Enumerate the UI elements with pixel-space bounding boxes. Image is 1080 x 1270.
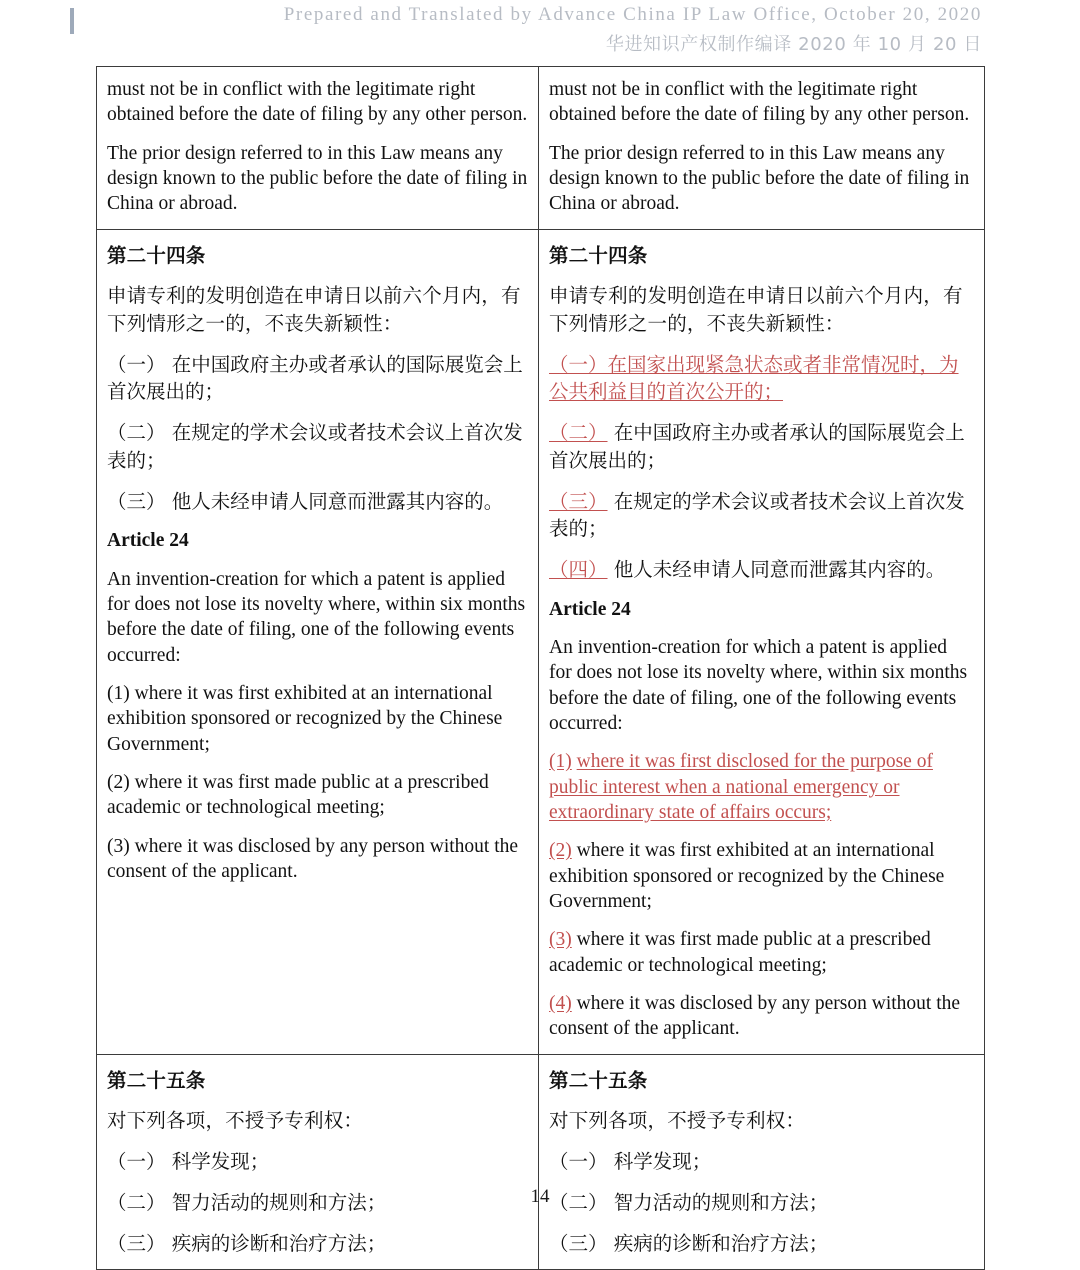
item-text: where it was first made public at a prescribed academic or technological meeting; <box>549 929 931 976</box>
item-text: 疾病的诊断和治疗方法； <box>613 1231 829 1255</box>
item-cn-new-3 <box>549 1230 974 1258</box>
cell-new-article-23-tail <box>539 67 985 230</box>
item-text: where it was first exhibited at an international exhibition sponsored or recognized by the Chinese Government; <box>107 682 503 755</box>
item-text: 科学发现； <box>613 1150 712 1174</box>
item-marker: （二） <box>107 421 166 445</box>
item-cn-old-1 <box>107 1148 528 1176</box>
item-en-new-1 <box>549 749 974 825</box>
item-en-old-2 <box>107 770 528 821</box>
table-row-article-24 <box>97 229 985 1054</box>
cell-old-article-24 <box>97 229 539 1054</box>
item-text: 他人未经申请人同意而泄露其内容的。 <box>613 557 946 581</box>
item-text: where it was first exhibited at an international exhibition sponsored or recognized by the Chinese Government; <box>549 840 945 913</box>
item-text: 在规定的学术会议或者技术会议上首次发表的； <box>549 489 965 541</box>
page-header <box>0 0 1080 58</box>
item-marker: （四） <box>549 557 608 581</box>
cell-old-article-23-tail <box>97 67 539 230</box>
paragraph-old-1: The prior design referred to in this Law means any design known to the public before the date of filing in China or abroad. <box>107 142 528 215</box>
page-number: 14 <box>530 1186 550 1207</box>
header-chinese-line: 华进知识产权制作编译 2020 年 10 月 20 日 <box>605 34 982 55</box>
item-text: 智力活动的规则和方法； <box>171 1190 387 1214</box>
item-marker: （三） <box>107 489 166 513</box>
item-cn-new-3 <box>549 488 974 543</box>
item-text: where it was first disclosed for the purpose of public interest when a national emergency or extraordinary state of affairs occurs; <box>549 751 933 823</box>
item-marker: （二） <box>549 1190 608 1214</box>
item-text: where it was first made public at a prescribed academic or technological meeting; <box>107 771 489 819</box>
item-text: where it was disclosed by any person without the consent of the applicant. <box>107 835 519 882</box>
item-text: 他人未经申请人同意而泄露其内容的。 <box>171 489 504 513</box>
item-en-old-1 <box>107 681 528 757</box>
paragraph-new-0: must not be in conflict with the legitimate right obtained before the date of filing by any other person. <box>549 79 970 126</box>
cell-new-article-25 <box>539 1054 985 1269</box>
article-title-en-old: Article 24 <box>107 530 189 552</box>
article-lead-en-new: An invention-creation for which a patent is applied for does not lose its novelty where, within six months before the date of filing, one of the following events occurred: <box>549 636 968 734</box>
header-english-line: Prepared and Translated by Advance China IP Law Office, October 20, 2020 <box>283 4 982 25</box>
item-cn-new-1 <box>549 1148 974 1176</box>
item-marker: (4) <box>549 993 572 1015</box>
item-text: 科学发现； <box>171 1150 270 1174</box>
article-lead-en-old: An invention-creation for which a patent is applied for does not lose its novelty where, within six months before the date of filing, one of the following events occurred: <box>107 568 526 666</box>
item-en-new-2 <box>549 838 974 914</box>
article-title-cn-old: 第二十四条 <box>107 243 206 267</box>
law-comparison-table <box>96 66 985 1270</box>
article-lead-cn-old: 申请专利的发明创造在申请日以前六个月内，有下列情形之一的，不丧失新颖性： <box>107 284 521 336</box>
item-cn-new-4 <box>549 556 974 584</box>
article-lead-cn-new: 对下列各项，不授予专利权： <box>549 1109 806 1133</box>
item-text: where it was disclosed by any person without the consent of the applicant. <box>549 993 961 1040</box>
article-lead-cn-old: 对下列各项，不授予专利权： <box>107 1109 364 1133</box>
item-marker: (3) <box>549 929 572 951</box>
item-marker: (1) <box>107 682 130 704</box>
item-marker: （一） <box>549 352 608 376</box>
item-text: 在国家出现紧急状态或者非常情况时，为公共利益目的首次公开的； <box>549 352 959 404</box>
item-marker: （三） <box>549 1231 608 1255</box>
article-title-cn-new: 第二十四条 <box>549 243 648 267</box>
item-text: 智力活动的规则和方法； <box>613 1190 829 1214</box>
item-marker: (2) <box>107 771 130 793</box>
article-lead-cn-new: 申请专利的发明创造在申请日以前六个月内，有下列情形之一的，不丧失新颖性： <box>549 284 963 336</box>
item-marker: (3) <box>107 835 130 857</box>
item-marker: （一） <box>549 1150 608 1174</box>
item-en-new-4 <box>549 991 974 1042</box>
item-text: 在中国政府主办或者承认的国际展览会上首次展出的； <box>107 352 523 404</box>
paragraph-new-1: The prior design referred to in this Law means any design known to the public before the date of filing in China or abroad. <box>549 142 970 215</box>
table-row-article-25 <box>97 1054 985 1269</box>
item-marker: （二） <box>549 421 608 445</box>
item-marker: （一） <box>107 352 166 376</box>
item-text: 在中国政府主办或者承认的国际展览会上首次展出的； <box>549 421 965 472</box>
article-title-cn-old: 第二十五条 <box>107 1068 206 1092</box>
item-marker: （三） <box>549 489 608 513</box>
item-marker: （三） <box>107 1231 166 1255</box>
item-marker: (2) <box>549 840 572 862</box>
article-title-cn-new: 第二十五条 <box>549 1068 648 1092</box>
item-cn-old-1 <box>107 351 528 406</box>
item-text: 疾病的诊断和治疗方法； <box>171 1231 387 1255</box>
item-marker: (1) <box>549 751 572 773</box>
cell-old-article-25 <box>97 1054 539 1269</box>
item-cn-new-2 <box>549 419 974 474</box>
paragraph-old-0: must not be in conflict with the legitimate right obtained before the date of filing by any other person. <box>107 79 528 126</box>
item-en-old-3 <box>107 834 528 885</box>
item-cn-old-3 <box>107 1230 528 1258</box>
item-text: 在规定的学术会议或者技术会议上首次发表的； <box>107 421 523 472</box>
item-marker: （一） <box>107 1150 166 1174</box>
item-marker: （二） <box>107 1190 166 1214</box>
item-cn-new-1 <box>549 351 974 406</box>
item-cn-old-2 <box>107 419 528 474</box>
item-en-new-3 <box>549 927 974 978</box>
item-cn-old-3 <box>107 488 528 516</box>
cell-new-article-24 <box>539 229 985 1054</box>
article-title-en-new: Article 24 <box>549 598 631 620</box>
table-row-article-23-tail <box>97 67 985 230</box>
